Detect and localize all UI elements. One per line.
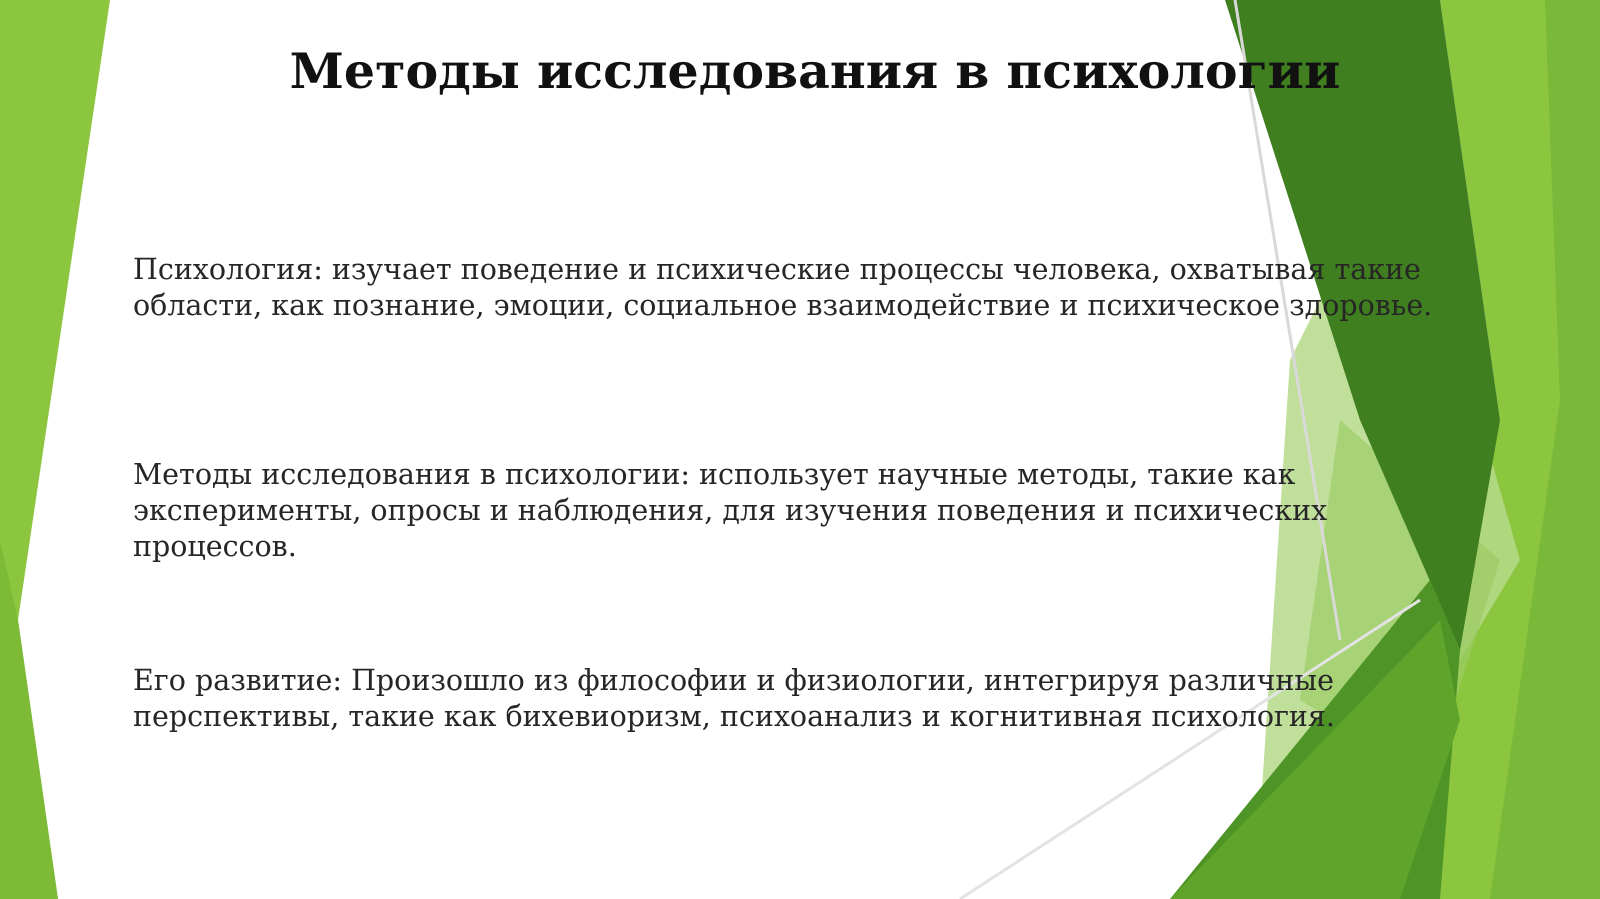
paragraph-development: Его развитие: Произошло из философии и физиологии, интегрируя различные перспективы, такие как бихевиоризм, психоанализ и когнитивная психология. [133,664,1335,733]
paragraph-psychology: Психология: изучает поведение и психические процессы человека, охватывая такие области, как познание, эмоции, социальное взаимодействие и психическое здоровье. [133,253,1433,322]
slide-title: Методы исследования в психологии [289,42,1341,100]
paragraph-research-methods: Методы исследования в психологии: использует научные методы, такие как эксперименты, опросы и наблюдения, для изучения поведения и психических процессов. [133,458,1328,563]
left-green-facet-shade [0,540,58,899]
